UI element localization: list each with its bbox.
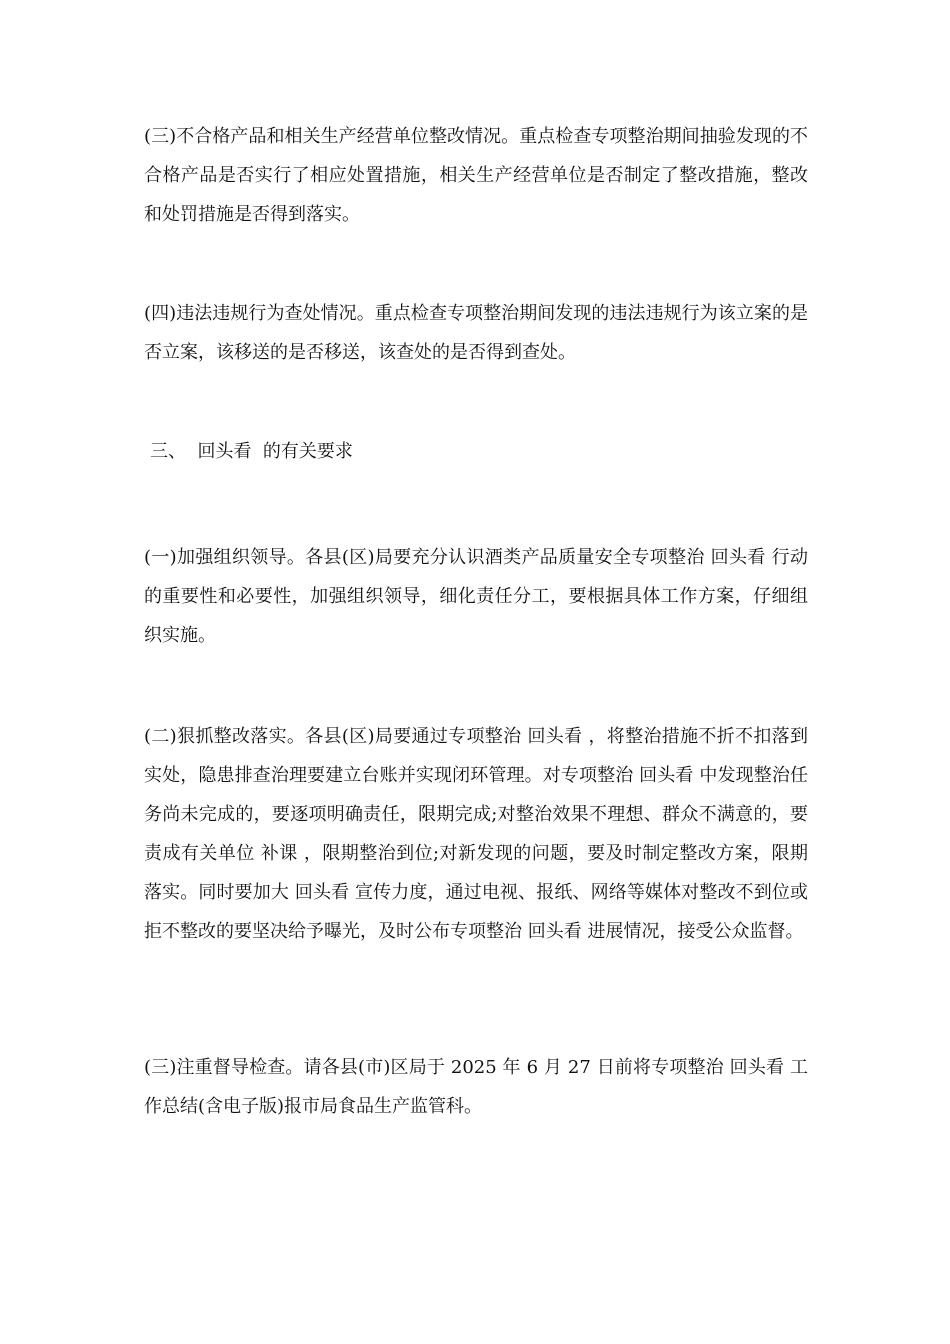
paragraph-organization-leadership: (一)加强组织领导。各县(区)局要充分认识酒类产品质量安全专项整治 回头看 行动的重要性和必要性，加强组织领导，细化责任分工，要根据具体工作方案，仔细组织实施。 bbox=[144, 547, 808, 646]
paragraph-violation-handling: (四)违法违规行为查处情况。重点检查专项整治期间发现的违法违规行为该立案的是否立案，该移送的是否移送，该查处的是否得到查处。 bbox=[144, 303, 808, 363]
paragraph-rectification: (二)狠抓整改落实。各县(区)局要通过专项整治 回头看 ，将整治措施不折不扣落到实处，隐患排查治理要建立台账并实现闭环管理。对专项整治 回头看 中发现整治任务尚未完成的，要逐项明确责任，限期完成;对整治效果不理想、群众不满意的，要责成有关单位 补课 ，限期整治到位;对新发现的问题，要及时制定整改方案，限期落实。同时要加大 回头看 宣传力度，通过电视、报纸、网络等媒体对整改不到位或拒不整改的要坚决给予曝光，及时公布专项整治 回头看 进展情况，接受公众监督。 bbox=[144, 726, 808, 942]
paragraph-supervision: (三)注重督导检查。请各县(市)区局于 2025 年 6 月 27 日前将专项整治 回头看 工作总结(含电子版)报市局食品生产监管科。 bbox=[144, 1057, 808, 1117]
section-heading: 三、 回头看 的有关要求 bbox=[150, 441, 353, 462]
paragraph-nonconforming-products: (三)不合格产品和相关生产经营单位整改情况。重点检查专项整治期间抽验发现的不合格产品是否实行了相应处置措施，相关生产经营单位是否制定了整改措施，整改和处罚措施是否得到落实。 bbox=[144, 126, 808, 225]
